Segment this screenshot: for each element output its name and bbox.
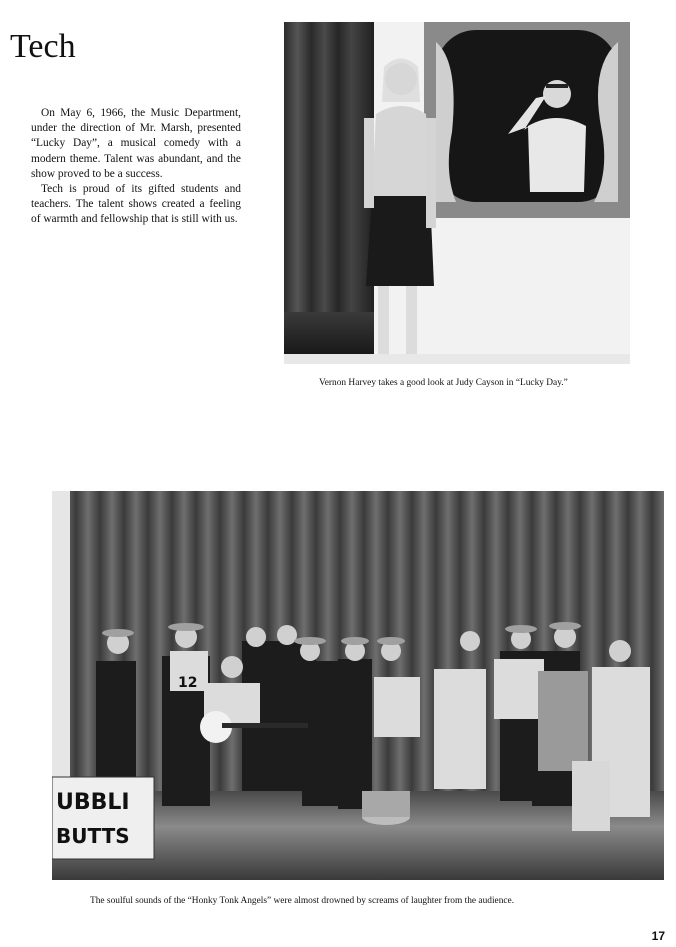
photo-caption-2: The soulful sounds of the “Honky Tonk Angels” were almost drowned by screams of laughter from the audience. (90, 896, 515, 906)
stage-photo-lucky-day (284, 22, 630, 364)
photo-caption-1: Vernon Harvey takes a good look at Judy Cayson in “Lucky Day.” (319, 378, 568, 388)
stage-photo-lucky-day-image (284, 22, 630, 364)
sign-line-1: UBBLI (56, 790, 130, 815)
article-paragraph-1: On May 6, 1966, the Music Department, under the direction of Mr. Marsh, presented “Lucky Day”, a musical comedy with a modern theme. Talent was abundant, and the show proved to be a success. (31, 107, 241, 180)
page-heading: Tech (10, 28, 76, 65)
article-paragraph-2: Tech is proud of its gifted students and teachers. The talent shows created a feeling of warmth and fellowship that is still with us. (31, 183, 241, 226)
jersey-number: 12 (178, 675, 198, 691)
page-number: 17 (651, 929, 665, 943)
sign-line-2: BUTTS (56, 824, 130, 848)
stage-photo-honky-tonk-angels-image (52, 491, 664, 880)
article-text (31, 106, 241, 228)
stage-photo-honky-tonk-angels (52, 491, 664, 880)
